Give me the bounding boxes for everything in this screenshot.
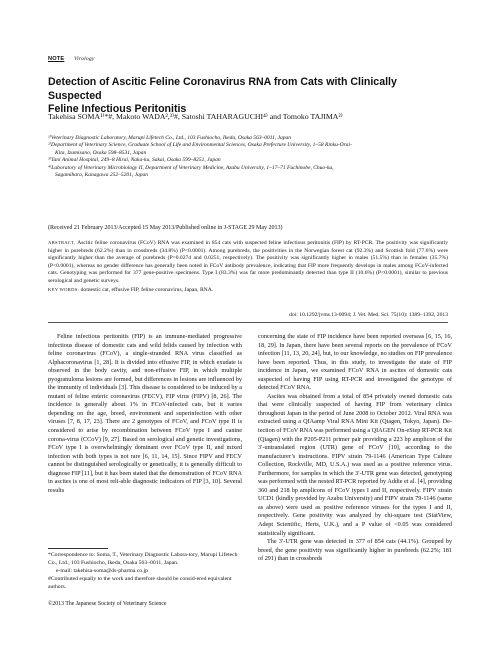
body-column-right (258, 333, 452, 564)
affiliation-line: Kita, Izumisano, Osaka 598–8531, Japan (55, 149, 147, 156)
footnote-line: #Contributed equally to the work and therefore should be consid-ered equivalent authors. (48, 575, 232, 590)
footnote-line: *Correspondence to: Soma, T., Veterinary Diagnostic Labora-tory, Marupi Lifetech Co., Ltd., 103 Fushiocho, Ikeda, Osaka 563–0011, Japan. (48, 552, 238, 566)
footnotes (48, 552, 242, 592)
footnote-divider (48, 548, 108, 549)
footnote-line: e-mail: takehisa-soma@ds-pharma.co.jp (56, 567, 148, 574)
affiliation-line: ²⁾Department of Veterinary Science, Graduate School of Life and Environmental Sciences, Osaka Prefecture University, 1–58 Rinku-Orai- (48, 142, 352, 149)
copyright-notice: ©2013 The Japanese Society of Veterinary Science (48, 601, 167, 607)
abstract-text: Ascitic feline coronavirus (FCoV) RNA was examined in 854 cats with suspected feline infectious peritonitis (FIP) by RT-PCR. The positivity was significantly higher in purebreds (62.2%) than in crossbreds (34.8%) (P<0.0001). Among purebreds, the positivities in the Norwegian forest cat (92.3%) and Scottish fold (77.6%) were significantly higher than the average of purebreds (P=0.0274 and 0.0251, respectively). The positivity was significantly higher in males (51.5%) than in females (35.7%) (P<0.0001), whereas no gender difference has generally been noted in FCoV antibody prevalence, indicating that FIP more frequently develops in males among FCoV-infected cats. Genotyping was performed for 377 gene-positive specimens. Type I (83.3%) was far more predominantly detected than type II (10.6%) (P<0.0001), similar to previous serological and genetic surveys. (48, 240, 448, 284)
body-column-left (48, 333, 242, 495)
affiliation-line: ⁴⁾Laboratory of Veterinary Microbiology II, Department of Veterinary Medicine, Azabu University, 1–17–71 Fuchinobe, Chuo-ku, (48, 164, 334, 171)
body-paragraph: Feline infectious peritonitis (FIP) is an immune-mediated progressive infectious disease of domestic cats and wild felids caused by infection with feline coronavirus (FCoV), a single-stranded RNA virus classified as Alphacoronavirus [1, 28]. It is divided into effusive FIP, in which exudate is observed in the body cavity, and non-effusive FIP, in which multiple pyogranuloma lesions are formed, but differences in lesions are influenced by the immunity of individuals [3]. This disease is considered to be induced by a mutant of feline enteric coronavirus (FECV), FIP virus (FIPV) [8, 26]. The incidence is generally about 1% in FCoV-infected cats, but it varies depending on the age, breed, environment and superinfection with other viruses [7, 8, 17, 23]. There are 2 genotypes of FCoV, and FCoV type II is considered to arise by recombination between FCoV type I and canine corona-virus (CCoV) [9, 27]. Based on serological and genetic investigations, FCoV type I is overwhelmingly dominant over FCoV type II, and mixed infection with both types is not rare [6, 11, 14, 15]. Since FIPV and FECV cannot be distinguished serologically or genetically, it is generally difficult to diagnose FIP [11], but it has been stated that the demonstration of FCoV RNA in ascites is one of most reli-able diagnostic indicators of FIP [3, 10]. Several results (48, 333, 242, 494)
section-label: Virology (73, 56, 95, 62)
abstract-label: ABSTRACT. (48, 240, 76, 245)
body-paragraph: Ascites was obtained from a total of 854 privately owned domestic cats that were clinically suspected of having FIP from veterinary clinics throughout Japan in the period of June 2008 to October 2012. Viral RNA was extracted using a QIAamp Viral RNA Mini Kit (Qiagen, Tokyo, Japan). De-tection of FCoV RNA was performed using a QIAGEN On-eStep RT-PCR Kit (Qiagen) with the P205-P211 primer pair providing a 223 bp amplicon of the 3′-untranslated region (UTR) gene of FCoV [10], according to the manufacturer’s instructions. FIPV strain 79-1146 (American Type Culture Collection, Rockville, MD, U.S.A.) was used as a positive reference virus. Furthermore, for samples in which the 3′-UTR gene was detected, genotyping was performed with the nested RT-PCR reported by Addie et al. [4], providing 360 and 218 bp amplicons of FCoV types I and II, respectively. FIPV strain UCD1 (kindly provided by Azabu University) and FIPV strain 79-1146 (same as above) were used as positive reference viruses for the types I and II, respectively. Gene positivity was analyzed by chi-square test (StatView, Adept Scientific, Herts, U.K.), and a P value of <0.05 was considered statistically significant. (258, 392, 453, 537)
note-label: NOTE (48, 56, 65, 62)
affiliation-line: ¹⁾Veterinary Diagnostic Laboratory, Marupi Lifetech Co., Ltd., 103 Fushiocho, Ikeda, Osaka 563–0011, Japan (48, 135, 292, 141)
received-dates: (Received 21 February 2013/Accepted 15 May 2013/Published online in J-STAGE 29 May 2013) (48, 225, 283, 231)
author-list: Takehisa SOMA¹⁾*#, Makoto WADA²,³⁾#, Satoshi TAHARAGUCHI⁴⁾ and Tomoko TAJIMA²⁾ (48, 112, 343, 121)
title-line: Feline Infectious Peritonitis (48, 103, 187, 116)
article-type-header (48, 56, 95, 62)
doi-citation: doi: 10.1292/jvms.13-0094; J. Vet. Med. Sci. 75(10): 1389–1392, 2013 (289, 312, 448, 318)
affiliation-line: ³⁾Tani Animal Hospital, 249–8 Hirai, Naka-ku, Sakai, Osaka 599–8251, Japan (48, 157, 221, 164)
abstract (48, 239, 448, 294)
title-line: Detection of Ascitic Feline Coronavirus RNA from Cats with Clinically Suspected (48, 76, 397, 102)
header-divider (48, 322, 448, 323)
body-paragraph: concerning the state of FIP incidence have been reported overseas [6, 15, 16, 18, 29]. In Japan, there have been several reports on the prevalence of FCoV infection [11, 13, 20, 24], but, to our knowledge, no studies on FIP prevalence have been reported. Thus, in this study, to investigate the state of FIP incidence in Japan, we examined FCoV RNA in ascites of domestic cats suspected of having FIP using RT-PCR and investigated the genotype of detected FCoV RNA. (258, 333, 452, 392)
affiliation-line: Sagamihara, Kanagawa 252–5201, Japan (55, 172, 149, 179)
keywords-label: KEY WORDS: (48, 286, 80, 292)
affiliations (48, 135, 468, 179)
keywords-text: domestic cat, effusive FIP, feline coronavirus, Japan, RNA. (79, 286, 214, 293)
article-title (48, 76, 448, 117)
body-paragraph: The 3′-UTR gene was detected in 377 of 854 cats (44.1%). Grouped by breed, the gene positivity was significantly higher in purebreds (62.2%; 181 of 291) than in crossbreds (258, 538, 452, 563)
